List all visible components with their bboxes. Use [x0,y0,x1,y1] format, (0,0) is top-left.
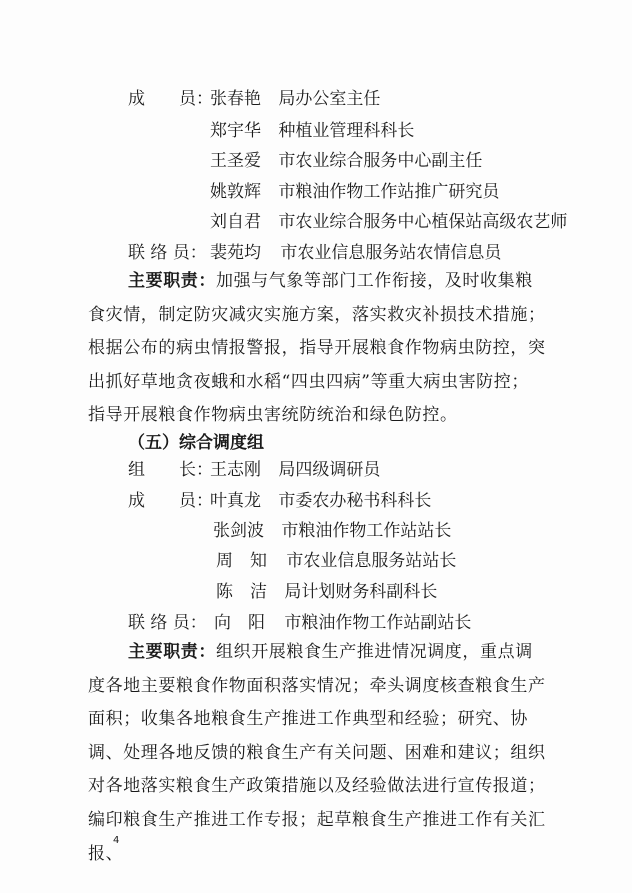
member-row [210,150,482,172]
leader-name: 王志刚 [210,460,261,480]
member-name: 陈 洁 [216,582,267,602]
member-title: 市农业信息服务站站长 [286,551,457,571]
member-name: 王圣爱 [210,151,261,171]
duties-paragraph [88,265,546,433]
leader-row [128,459,380,481]
member-role: 成 员： [128,491,213,511]
leader-title: 局四级调研员 [278,460,381,480]
member-row [216,550,456,572]
liaison-title: 市粮油作物工作站副站长 [284,613,472,633]
page-number: 4 [113,835,120,846]
duties-paragraph [88,636,546,871]
member-title: 市粮油作物工作站推广研究员 [278,182,500,202]
member-title: 市粮油作物工作站站长 [281,521,452,541]
member-title: 市农业综合服务中心植保站高级农艺师 [278,212,568,232]
member-name: 郑宇华 [210,121,261,141]
member-name: 叶真龙 [210,491,261,511]
duties-label: 主要职责： [128,642,216,662]
duties-text: 组织开展粮食生产推进情况调度，重点调度各地主要粮食作物面积落实情况；牵头调度核查粮食生产面积；收集各地粮食生产推进工作典型和经验；研究、协调、处理各地反馈的粮食生产有关问题、困难和建议；组织对各地落实粮食生产政策措施以及经验做法进行宣传报道；编印粮食生产推进工作专报；起草粮食生产推进工作有关汇报、 [88,642,546,864]
member-row [210,181,499,203]
member-row [128,88,380,110]
member-title: 局计划财务科副科长 [284,582,438,602]
member-row [210,120,414,142]
member-name: 周 知 [216,551,267,571]
liaison-row [128,612,471,634]
liaison-title: 市农业信息服务站农情信息员 [280,243,502,263]
liaison-role: 联 络 员： [128,243,207,263]
duties-label: 主要职责： [128,271,216,291]
liaison-role: 联 络 员： [128,613,207,633]
member-title: 局办公室主任 [278,89,381,109]
member-title: 市委农办秘书科科长 [278,491,432,511]
section-title: （五）综合调度组 [128,433,264,453]
member-row [216,581,437,603]
duties-text: 加强与气象等部门工作衔接，及时收集粮食灾情，制定防灾减灾实施方案，落实救灾补损技术措施；根据公布的病虫情报警报，指导开展粮食作物病虫防控，突出抓好草地贪夜蛾和水稻“四虫四病”等重大病虫害防控；指导开展粮食作物病虫害统防统治和绿色防控。 [88,271,546,426]
member-name: 刘自君 [210,212,261,232]
leader-role: 组 长： [128,460,213,480]
liaison-name: 裴苑均 [210,243,261,263]
member-name: 张剑波 [213,521,264,541]
liaison-row [128,242,501,264]
member-row [213,520,451,542]
member-title: 种植业管理科科长 [278,121,415,141]
member-title: 市农业综合服务中心副主任 [278,151,483,171]
liaison-name: 向 阳 [214,613,265,633]
member-row [210,211,567,233]
member-name: 张春艳 [210,89,261,109]
member-role: 成 员： [128,89,213,109]
member-name: 姚敦辉 [210,182,261,202]
member-row [128,490,431,512]
